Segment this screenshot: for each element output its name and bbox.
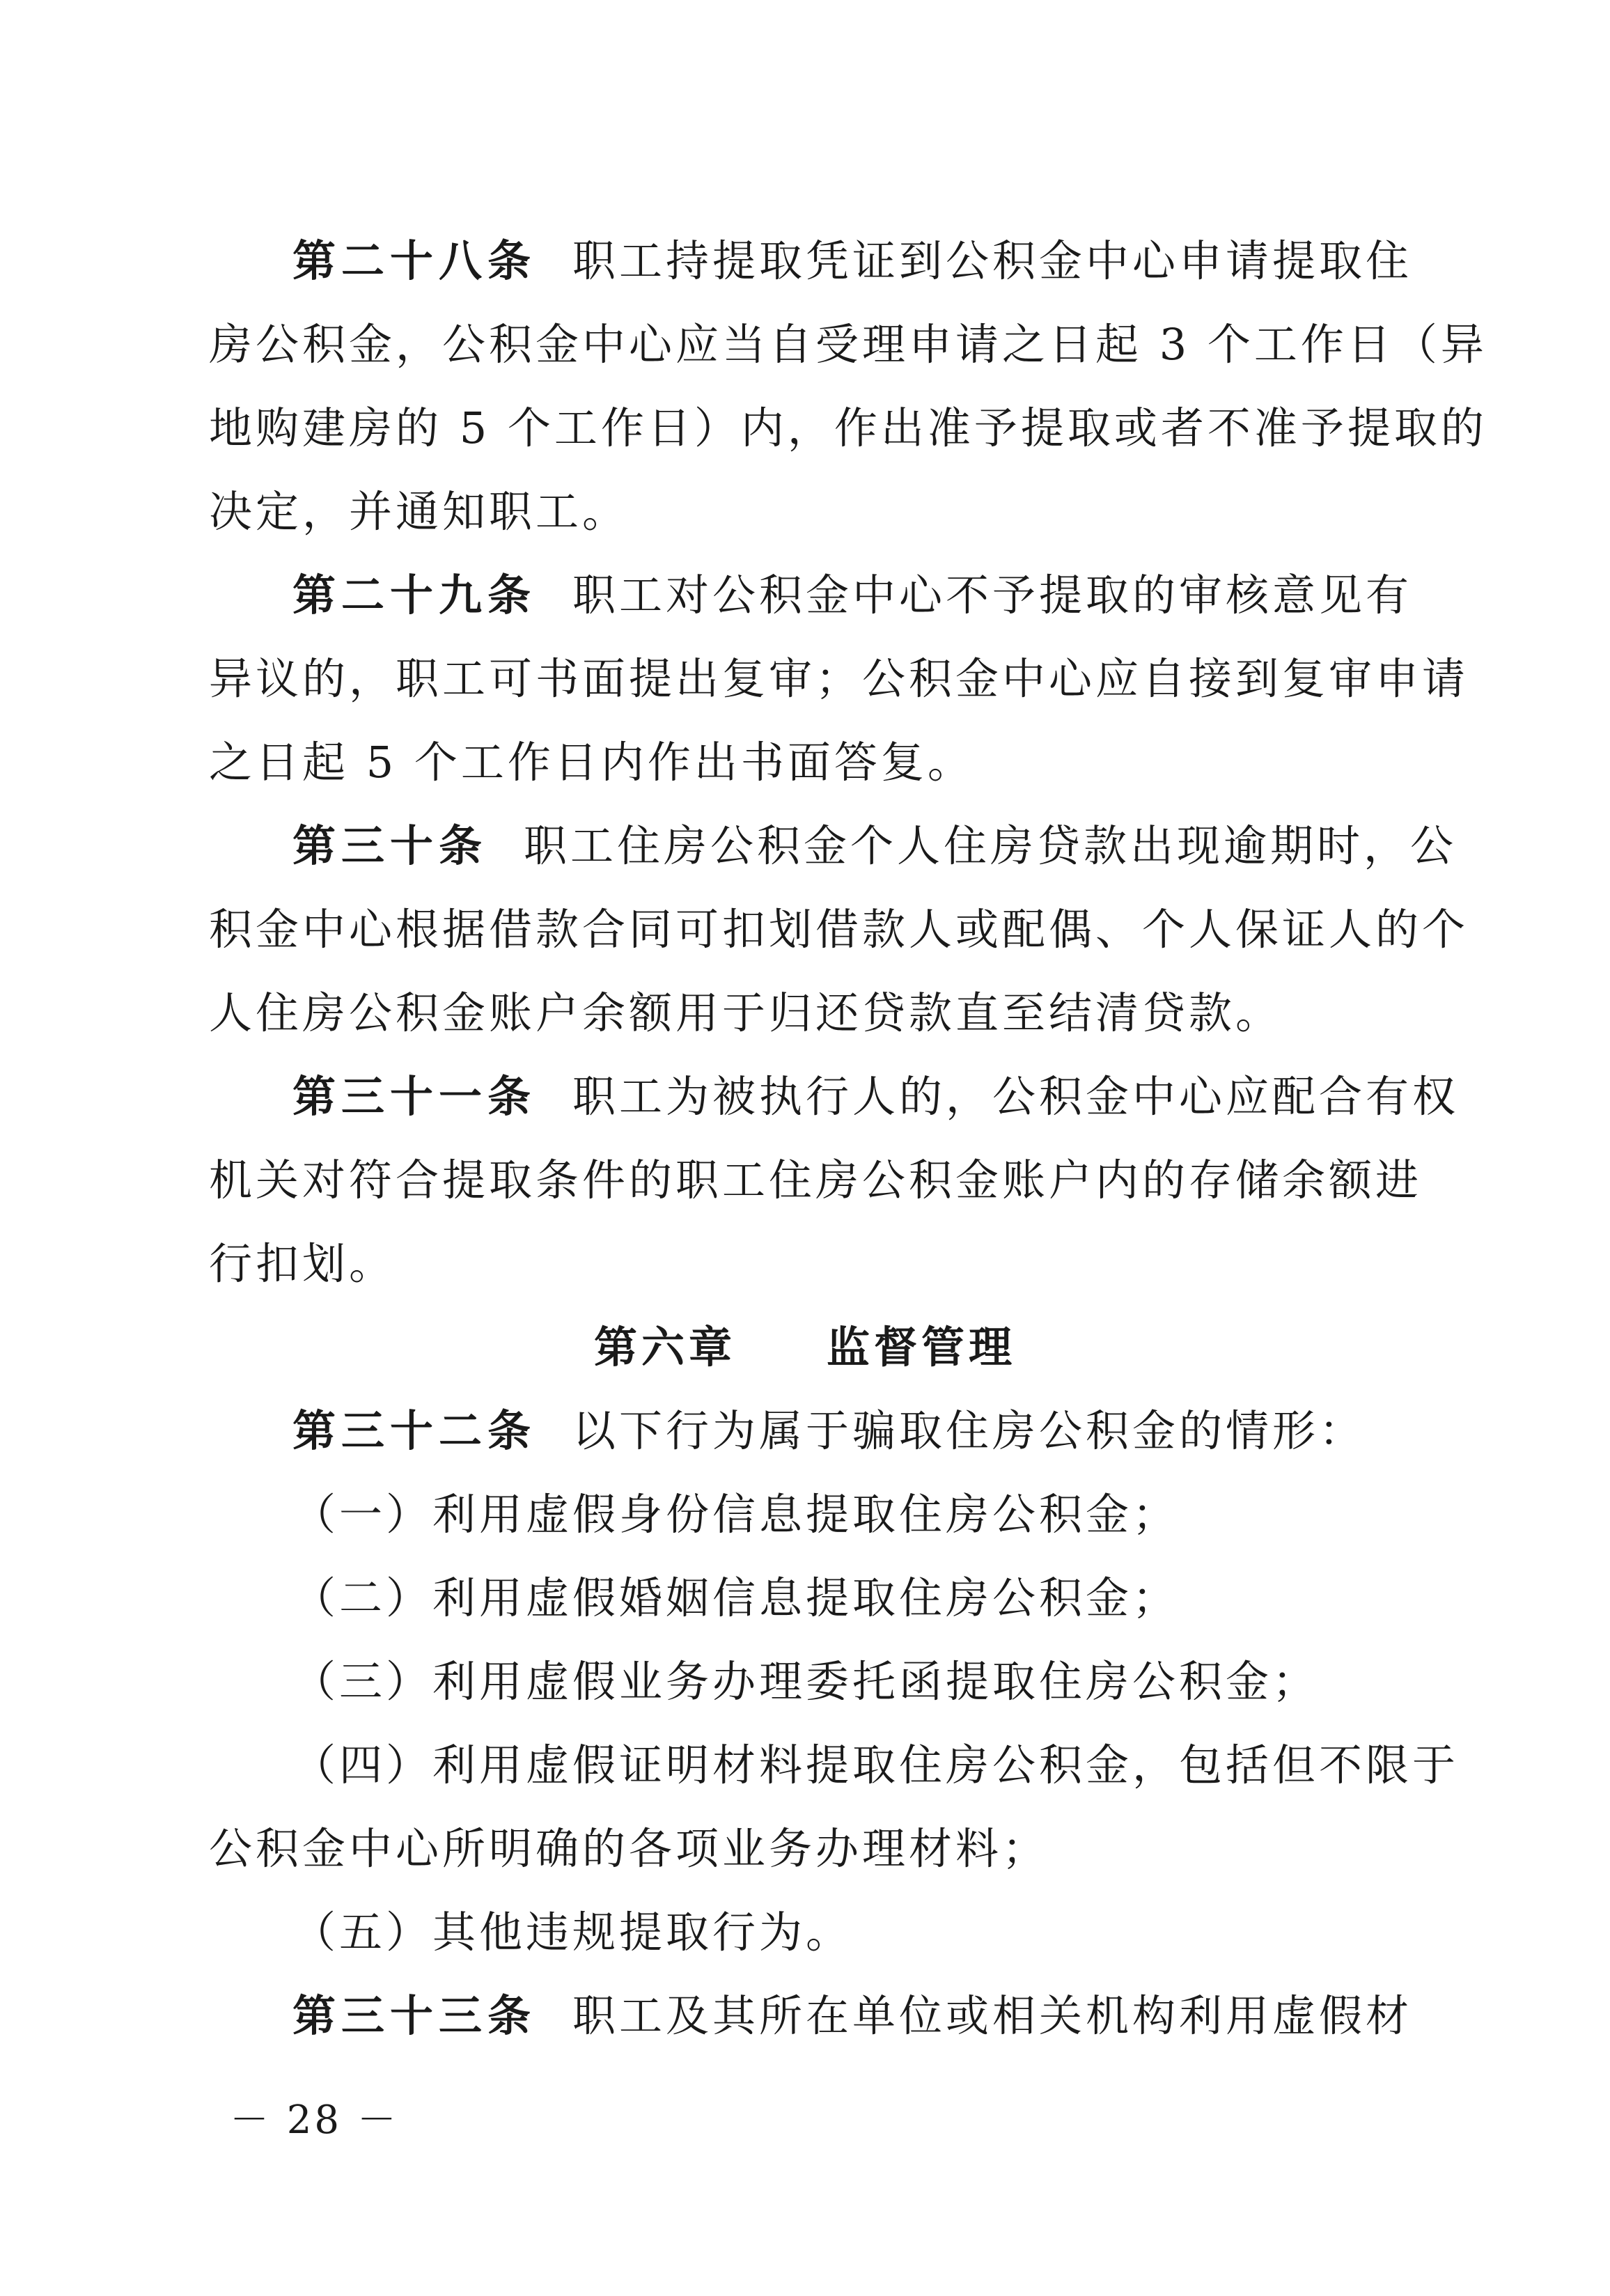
article-28-line-1 — [292, 233, 1476, 289]
article-32-item-4-cont: 公积金中心所明确的各项业务办理材料； — [209, 1823, 1049, 1874]
chapter-number: 第六章 — [593, 1322, 736, 1373]
article-31-line-3: 行扣划。 — [209, 1238, 396, 1289]
article-29-text: 职工对公积金中心不予提取的审核意见有 — [572, 570, 1413, 620]
article-32-item-3: （三）利用虚假业务办理委托函提取住房公积金； — [292, 1656, 1320, 1707]
article-30-line-1 — [292, 818, 1476, 874]
article-30-text: 职工住房公积金个人住房贷款出现逾期时，公 — [524, 820, 1457, 871]
article-28-line-4: 决定，并通知职工。 — [209, 486, 630, 537]
article-32-item-4: （四）利用虚假证明材料提取住房公积金，包括但不限于 — [292, 1740, 1460, 1790]
article-32-item-2: （二）利用虚假婚姻信息提取住房公积金； — [292, 1572, 1180, 1623]
article-32-line-1 — [292, 1403, 1476, 1459]
article-33-line-1 — [292, 1988, 1476, 2044]
article-29-line-3: 之日起 5 个工作日内作出书面答复。 — [209, 737, 974, 788]
article-31-line-2: 机关对符合提取条件的职工住房公积金账户内的存储余额进 — [209, 1155, 1423, 1205]
article-28-line-2: 房公积金，公积金中心应当自受理申请之日起 3 个工作日（异 — [209, 319, 1487, 370]
article-29-line-2: 异议的，职工可书面提出复审；公积金中心应自接到复审申请 — [209, 653, 1469, 704]
article-29-heading: 第二十九条 — [292, 570, 537, 620]
article-30-line-2: 积金中心根据借款合同可扣划借款人或配偶、个人保证人的个 — [209, 904, 1469, 955]
article-31-heading: 第三十一条 — [292, 1071, 537, 1122]
article-32-item-1: （一）利用虚假身份信息提取住房公积金； — [292, 1489, 1180, 1540]
article-31-line-1 — [292, 1069, 1476, 1125]
article-28-line-3: 地购建房的 5 个工作日）内，作出准予提取或者不准予提取的 — [209, 403, 1487, 453]
article-32-heading: 第三十二条 — [292, 1405, 537, 1456]
article-33-heading: 第三十三条 — [292, 1990, 537, 2041]
article-28-heading: 第二十八条 — [292, 235, 537, 286]
article-30-line-3: 人住房公积金账户余额用于归还贷款直至结清贷款。 — [209, 987, 1283, 1038]
article-32-item-5: （五）其他违规提取行为。 — [292, 1907, 853, 1958]
chapter-title: 监督管理 — [827, 1322, 1017, 1373]
page-number: － 28 － — [230, 2098, 399, 2143]
article-29-line-1 — [292, 568, 1476, 623]
article-31-text: 职工为被执行人的，公积金中心应配合有权 — [572, 1071, 1460, 1122]
article-30-heading: 第三十条 — [292, 820, 488, 871]
article-33-text: 职工及其所在单位或相关机构利用虚假材 — [572, 1990, 1413, 2041]
chapter-heading — [0, 1320, 1610, 1375]
article-32-text: 以下行为属于骗取住房公积金的情形： — [572, 1405, 1366, 1456]
article-28-text: 职工持提取凭证到公积金中心申请提取住 — [572, 235, 1413, 286]
